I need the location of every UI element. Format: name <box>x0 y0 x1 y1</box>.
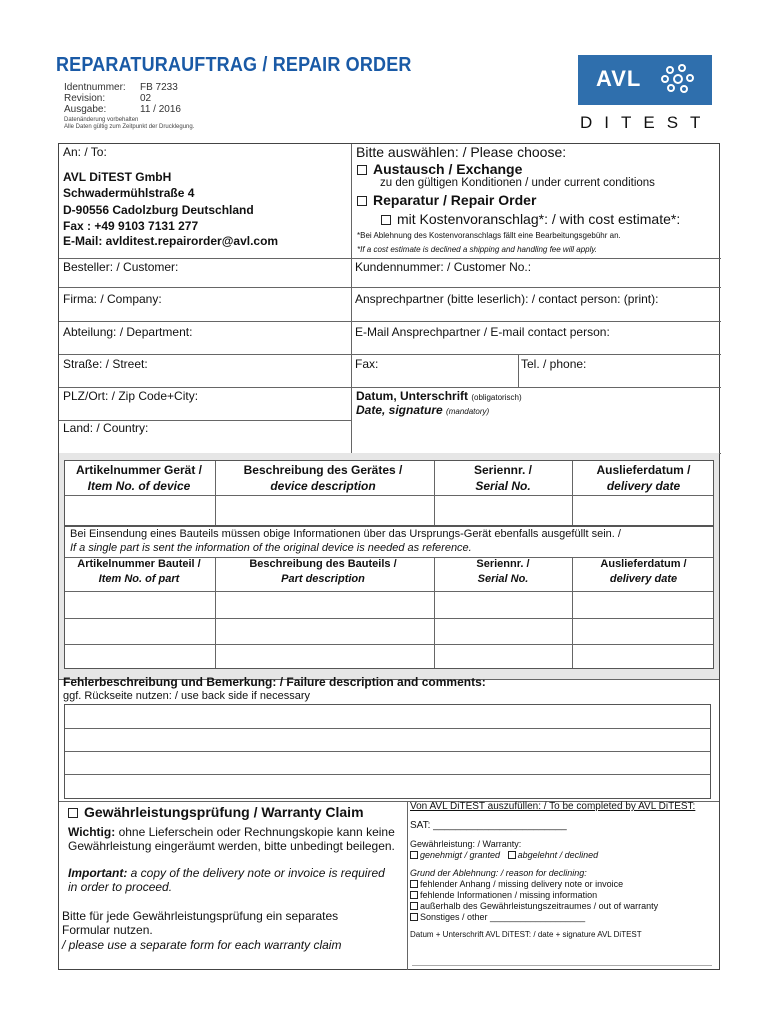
estimate-label: mit Kostenvoranschlag*: / with cost estimate*: <box>397 211 681 227</box>
repair-checkbox[interactable] <box>357 196 367 206</box>
failure-description-input[interactable] <box>64 704 711 799</box>
failure-title <box>63 675 486 689</box>
reason-checkbox[interactable] <box>410 913 418 921</box>
meta-value: 11 / 2016 <box>140 104 181 115</box>
meta-label: Revision: <box>64 93 106 104</box>
exchange-checkbox[interactable] <box>357 165 367 175</box>
customer-no-field[interactable]: Kundennummer: / Customer No.: <box>355 260 532 274</box>
avl-date-signature: Datum + Unterschrift AVL DiTEST: / date + signature AVL DiTEST <box>410 930 642 939</box>
date-signature-label-en: Date, signature <box>356 403 443 417</box>
warranty-important-label-en: Important: <box>68 866 128 880</box>
date-signature-note: (obligatorisch) <box>471 393 522 402</box>
logo-text: AVL <box>596 66 642 91</box>
device-col-serial <box>435 462 571 494</box>
reason-option[interactable] <box>410 912 585 922</box>
part-col-description <box>216 557 430 587</box>
repair-option[interactable] <box>357 192 536 208</box>
header-line: Seriennr. / <box>473 463 533 477</box>
reason-text: außerhalb des Gewährleistungszeitraumes / out of warranty <box>420 901 659 911</box>
header-line: Artikelnummer Bauteil / <box>77 558 201 570</box>
warranty-label: Gewährleistungsprüfung / Warranty Claim <box>84 804 364 820</box>
warranty-separate-en: / please use a separate form for each warranty claim <box>62 938 342 952</box>
fax-field[interactable]: Fax: <box>355 357 379 371</box>
date-signature-note-en: (mandatory) <box>446 407 490 416</box>
reason-text: fehlender Anhang / missing delivery note or invoice <box>420 879 624 889</box>
recipient-street: Schwadermühlstraße 4 <box>63 186 195 200</box>
header-line: delivery date <box>609 573 678 585</box>
fineprint-line: Alle Daten gültig zum Zeitpunkt der Drucklegung. <box>64 124 195 130</box>
estimate-option[interactable] <box>381 211 680 227</box>
header-line: device description <box>270 479 376 493</box>
date-signature-en <box>356 403 489 417</box>
failure-title-text: Fehlerbeschreibung und Bemerkung: / Failure description and comments: <box>63 675 486 689</box>
warranty-important-de <box>68 825 398 853</box>
header-line: Serial No. <box>475 479 531 493</box>
phone-field[interactable]: Tel. / phone: <box>521 357 587 371</box>
exchange-note: zu den gültigen Konditionen / under current conditions <box>380 177 655 189</box>
meta-label: Identnummer: <box>64 82 126 93</box>
part-col-serial <box>435 557 571 587</box>
reason-text: Sonstiges / other ___________________ <box>420 912 586 922</box>
header-line: Artikelnummer Gerät / <box>75 463 203 477</box>
avl-signature-line[interactable] <box>412 965 712 966</box>
header-line: Item No. of part <box>98 573 180 585</box>
estimate-note-en: *If a cost estimate is declined a shipping and handling fee will apply. <box>357 245 597 254</box>
reason-checkbox[interactable] <box>410 891 418 899</box>
reason-checkbox[interactable] <box>410 880 418 888</box>
date-signature-label: Datum, Unterschrift <box>356 389 469 403</box>
header-line: Auslieferdatum / <box>600 558 687 570</box>
avl-use-title: Von AVL DiTEST auszufüllen: / To be completed by AVL DiTEST: <box>410 801 696 812</box>
warranty-status-options <box>410 850 598 860</box>
recipient-fax: Fax : +49 9103 7131 277 <box>63 219 199 233</box>
warranty-important-text-en: a copy of the delivery note or invoice is required in order to proceed. <box>68 866 385 894</box>
warranty-checkbox[interactable] <box>68 808 78 818</box>
header-line: delivery date <box>606 479 681 493</box>
contact-person-field[interactable]: Ansprechpartner (bitte leserlich): / contact person: (print): <box>355 292 659 306</box>
header-line: Part description <box>281 573 365 585</box>
estimate-note-de: *Bei Ablehnung des Kostenvoranschlags fällt eine Bearbeitungsgebühr an. <box>357 231 621 240</box>
zip-city-field[interactable]: PLZ/Ort: / Zip Code+City: <box>63 389 199 403</box>
country-field[interactable]: Land: / Country: <box>63 421 149 435</box>
header-line: Auslieferdatum / <box>596 463 691 477</box>
device-col-item <box>66 462 212 494</box>
meta-value: FB 7233 <box>140 82 178 93</box>
document-meta <box>64 82 181 115</box>
failure-subtitle: ggf. Rückseite nutzen: / use back side if necessary <box>63 690 311 702</box>
recipient-company: AVL DiTEST GmbH <box>63 170 172 184</box>
warranty-important-text: ohne Lieferschein oder Rechnungskopie kann keine Gewährleistung eingeräumt werden, bitte unbedingt beilegen. <box>68 825 395 853</box>
part-note-en: If a single part is sent the information of the original device is needed as reference. <box>70 542 472 554</box>
warranty-important-en <box>68 866 388 894</box>
reason-option[interactable] <box>410 879 623 889</box>
reason-label: Grund der Ablehnung: / reason for declining: <box>410 868 587 878</box>
page-title: REPARATURAUFTRAG / REPAIR ORDER <box>56 54 412 76</box>
declined-checkbox[interactable] <box>508 851 516 859</box>
choose-label: Bitte auswählen: / Please choose: <box>356 144 567 160</box>
recipient-email: E-Mail: avlditest.repairorder@avl.com <box>63 234 279 248</box>
header-line: Serial No. <box>477 573 529 585</box>
reason-text: fehlende Informationen / missing information <box>420 890 598 900</box>
date-signature-field[interactable] <box>356 389 522 403</box>
to-label: An: / To: <box>63 145 107 159</box>
repair-label: Reparatur / Repair Order <box>373 192 537 208</box>
street-field[interactable]: Straße: / Street: <box>63 357 148 371</box>
device-col-description <box>216 462 430 494</box>
recipient-city: D-90556 Cadolzburg Deutschland <box>63 203 254 217</box>
meta-label: Ausgabe: <box>64 104 107 115</box>
part-col-item <box>66 557 212 587</box>
warranty-claim-option[interactable] <box>68 804 364 820</box>
granted-label: genehmigt / granted <box>420 850 501 860</box>
warranty-important-label: Wichtig: <box>68 825 116 839</box>
exchange-label: Austausch / Exchange <box>373 161 523 177</box>
part-note-de: Bei Einsendung eines Bauteils müssen obige Informationen über das Ursprungs-Gerät ebenfalls ausgefüllt sein. / <box>70 528 621 540</box>
customer-field[interactable]: Besteller: / Customer: <box>63 260 179 274</box>
department-field[interactable]: Abteilung: / Department: <box>63 325 193 339</box>
fineprint-line: Datenänderung vorbehalten <box>64 117 139 123</box>
exchange-option[interactable] <box>357 161 522 177</box>
header-line: Seriennr. / <box>476 558 530 570</box>
sat-field[interactable]: SAT: ________________________ <box>410 820 567 831</box>
logo-wordmark: DITEST <box>580 113 713 132</box>
estimate-checkbox[interactable] <box>381 215 391 225</box>
header-line: Beschreibung des Bauteils / <box>249 558 397 570</box>
reason-option[interactable] <box>410 901 658 911</box>
warranty-status-label: Gewährleistung: / Warranty: <box>410 839 522 849</box>
header-line: Item No. of device <box>87 479 191 493</box>
fineprint <box>64 117 194 131</box>
header-line: Beschreibung des Gerätes / <box>243 463 403 477</box>
reason-option[interactable] <box>410 890 597 900</box>
contact-email-field[interactable]: E-Mail Ansprechpartner / E-mail contact person: <box>355 325 610 339</box>
declined-label: abgelehnt / declined <box>517 850 599 860</box>
warranty-separate-de: Bitte für jede Gewährleistungsprüfung ein separates Formular nutzen. <box>62 909 339 937</box>
granted-checkbox[interactable] <box>410 851 418 859</box>
logo-mark-icon <box>660 62 700 98</box>
reason-checkbox[interactable] <box>410 902 418 910</box>
meta-value: 02 <box>140 93 152 104</box>
part-col-delivery <box>573 557 714 587</box>
company-field[interactable]: Firma: / Company: <box>63 292 162 306</box>
device-col-delivery <box>573 462 714 494</box>
